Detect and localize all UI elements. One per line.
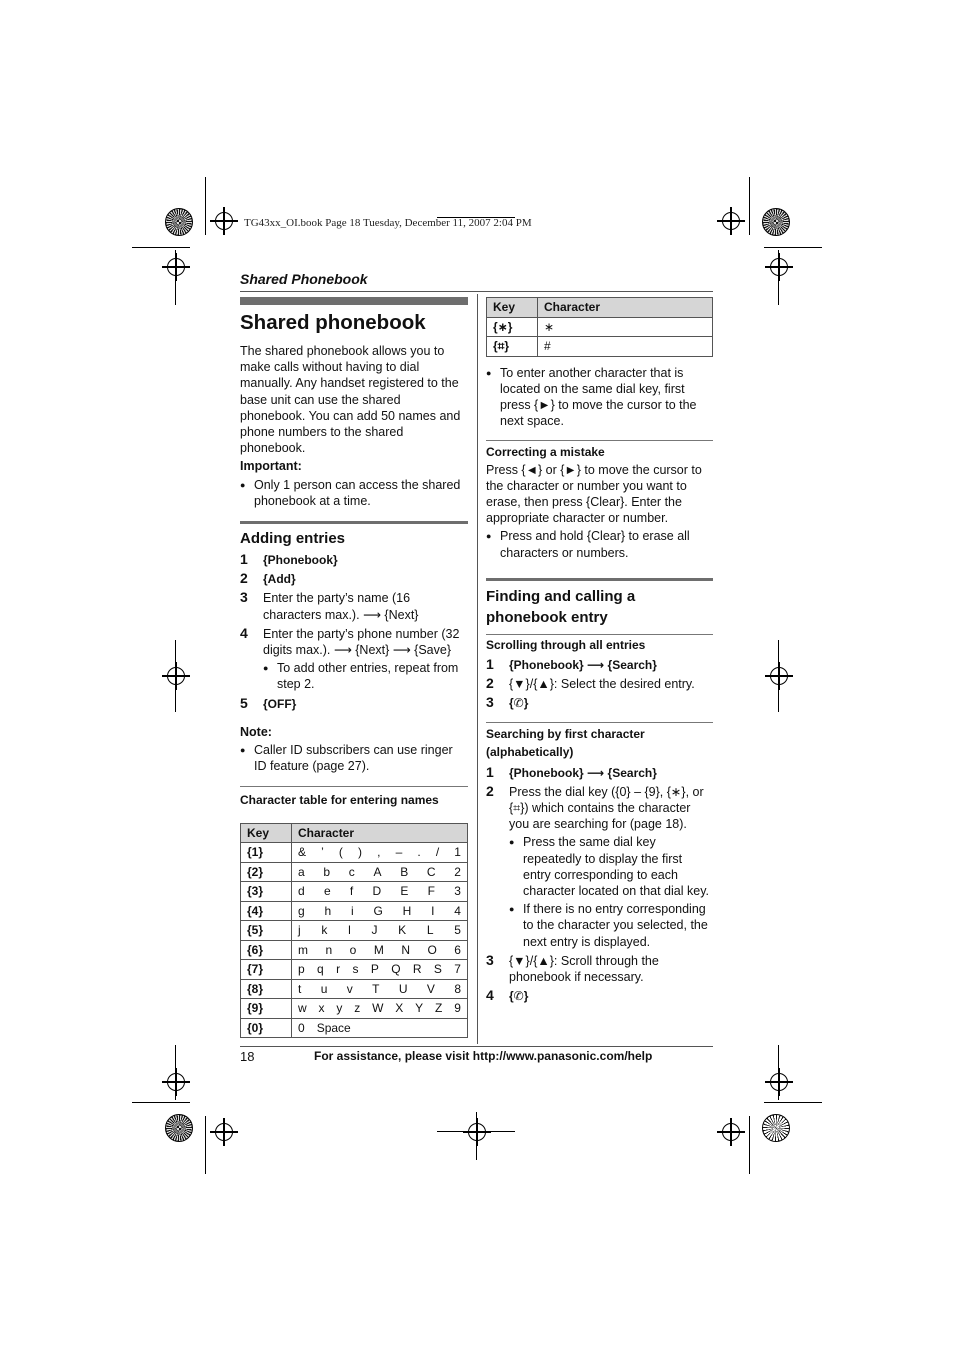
character-cell: ∗ bbox=[538, 317, 713, 337]
character-glyph: e bbox=[323, 884, 331, 899]
character-glyph: t bbox=[298, 981, 302, 996]
column-header-key: Key bbox=[487, 298, 538, 318]
step-text: {OFF} bbox=[263, 696, 297, 711]
key-cell: {9} bbox=[241, 999, 292, 1019]
character-glyph: ) bbox=[358, 845, 363, 860]
table-row bbox=[241, 960, 468, 980]
search-heading: Searching by first character (alphabetically) bbox=[486, 726, 645, 759]
step-number: 2 bbox=[486, 675, 494, 692]
step-text: {Phonebook} bbox=[263, 553, 338, 568]
character-glyph: q bbox=[317, 962, 324, 977]
character-glyph: p bbox=[298, 962, 305, 977]
character-glyph: W bbox=[372, 1001, 384, 1016]
character-glyph: S bbox=[433, 962, 442, 977]
character-glyph: z bbox=[354, 1001, 361, 1016]
character-glyph: V bbox=[426, 981, 435, 996]
step-text: Press the dial key ({0} – {9}, {∗}, or {⌗}) which contains the character you are searching for (page 18). bbox=[509, 784, 704, 832]
step-text: {▼}/{▲}: Select the desired entry. bbox=[509, 677, 695, 692]
search-step bbox=[486, 988, 713, 1004]
character-glyph: & bbox=[298, 845, 307, 860]
character-glyph: 6 bbox=[454, 942, 461, 957]
step-text: {Phonebook} ⟶ {Search} bbox=[509, 657, 657, 672]
adding-step bbox=[240, 590, 468, 622]
section-rule bbox=[240, 521, 468, 524]
character-glyph: w bbox=[298, 1001, 307, 1016]
correcting-bullet: ● Press and hold {Clear} to erase all characters or numbers. bbox=[486, 528, 713, 560]
character-glyph: G bbox=[373, 903, 383, 918]
registration-mark-icon bbox=[770, 1073, 788, 1091]
important-label: Important: bbox=[240, 459, 302, 474]
character-glyph: A bbox=[373, 864, 382, 879]
step-text: Enter the party’s phone number (32 digits max.). ⟶ {Next} ⟶ {Save} bbox=[263, 626, 460, 658]
key-cell: {8} bbox=[241, 979, 292, 999]
file-header: TG43xx_OI.book Page 18 Tuesday, December 11, 2007 2:04 PM bbox=[244, 217, 532, 229]
character-table bbox=[240, 823, 468, 1039]
adding-heading: Adding entries bbox=[240, 530, 346, 548]
table-row bbox=[241, 999, 468, 1019]
table-row bbox=[241, 921, 468, 941]
character-glyph: 8 bbox=[454, 981, 461, 996]
character-glyph: 9 bbox=[454, 1001, 461, 1016]
character-cell bbox=[292, 901, 468, 921]
character-glyph: Space bbox=[316, 1020, 351, 1035]
character-glyph: J bbox=[371, 923, 378, 938]
character-glyph: / bbox=[435, 845, 440, 860]
key-cell: {4} bbox=[241, 901, 292, 921]
scrolling-step bbox=[486, 657, 713, 673]
adding-step bbox=[240, 626, 468, 658]
character-cell bbox=[292, 882, 468, 902]
character-glyph: 1 bbox=[454, 845, 461, 860]
character-glyph: a bbox=[298, 864, 305, 879]
character-cell bbox=[292, 940, 468, 960]
character-glyph: 2 bbox=[454, 864, 461, 879]
correcting-text: Press {◄} or {►} to move the cursor to the character or number you want to erase, then press {Clear}. Enter the appropriate character or number. bbox=[486, 462, 702, 526]
step-number: 2 bbox=[240, 570, 248, 587]
character-glyph: – bbox=[395, 845, 403, 860]
left-column bbox=[240, 297, 468, 1038]
registration-mark-icon bbox=[215, 1123, 233, 1141]
character-glyph: d bbox=[298, 884, 305, 899]
section-rule bbox=[486, 578, 713, 581]
character-glyph: F bbox=[427, 884, 435, 899]
key-cell: {∗} bbox=[487, 317, 538, 337]
character-glyph: k bbox=[321, 923, 328, 938]
header-rule bbox=[240, 291, 713, 292]
column-header-character: Character bbox=[292, 823, 468, 843]
key-cell: {7} bbox=[241, 960, 292, 980]
character-glyph: m bbox=[298, 942, 308, 957]
character-glyph: H bbox=[402, 903, 412, 918]
registration-mark-icon bbox=[770, 258, 788, 276]
character-glyph: E bbox=[400, 884, 409, 899]
character-glyph: R bbox=[412, 962, 422, 977]
step-number: 3 bbox=[486, 694, 494, 711]
character-glyph: P bbox=[370, 962, 379, 977]
character-glyph: h bbox=[324, 903, 332, 918]
character-glyph: l bbox=[348, 923, 351, 938]
character-glyph: o bbox=[349, 942, 357, 957]
step-number: 1 bbox=[486, 763, 494, 780]
character-glyph: 4 bbox=[454, 903, 461, 918]
character-glyph: . bbox=[417, 845, 421, 860]
search-step2-bullet: ● Press the same dial key repeatedly to display the first entry corresponding to each character located on that dial key. bbox=[509, 834, 713, 899]
page-title: Shared phonebook bbox=[240, 311, 426, 334]
scrolling-step bbox=[486, 676, 713, 692]
step-text: {▼}/{▲}: Scroll through the phonebook if necessary. bbox=[509, 953, 659, 984]
title-bar bbox=[240, 297, 468, 305]
talk-key-icon: {✆} bbox=[509, 696, 529, 711]
adding-step bbox=[240, 552, 468, 568]
key-cell: {1} bbox=[241, 843, 292, 863]
step-number: 3 bbox=[240, 589, 248, 606]
table-row bbox=[487, 337, 713, 357]
section-header: Shared Phonebook bbox=[240, 271, 368, 287]
key-cell: {3} bbox=[241, 882, 292, 902]
character-glyph: 7 bbox=[454, 962, 461, 977]
character-glyph: , bbox=[377, 845, 381, 860]
character-cell bbox=[292, 862, 468, 882]
page-number: 18 bbox=[240, 1049, 255, 1064]
adding-step bbox=[240, 696, 468, 712]
character-glyph: U bbox=[398, 981, 408, 996]
registration-mark-icon bbox=[468, 1123, 486, 1141]
character-cell bbox=[292, 979, 468, 999]
character-glyph: M bbox=[373, 942, 384, 957]
step-number: 2 bbox=[486, 782, 494, 799]
character-glyph: s bbox=[352, 962, 359, 977]
char-table-heading: Character table for entering names bbox=[240, 793, 439, 808]
character-glyph: K bbox=[398, 923, 407, 938]
character-cell bbox=[292, 999, 468, 1019]
character-glyph: u bbox=[320, 981, 328, 996]
character-glyph: 5 bbox=[454, 923, 461, 938]
character-glyph: g bbox=[298, 903, 305, 918]
color-target-icon bbox=[762, 1114, 790, 1142]
table-row bbox=[241, 862, 468, 882]
key-cell: {0} bbox=[241, 1018, 292, 1038]
registration-mark-icon bbox=[167, 258, 185, 276]
assistance-text: For assistance, please visit http://www.panasonic.com/help bbox=[314, 1049, 653, 1063]
step-number: 3 bbox=[486, 951, 494, 968]
section-rule bbox=[486, 634, 713, 635]
character-table-body bbox=[241, 843, 468, 1038]
table-row bbox=[241, 940, 468, 960]
symbol-table bbox=[486, 297, 713, 357]
registration-mark-icon bbox=[215, 212, 233, 230]
search-step bbox=[486, 784, 713, 833]
column-header-key: Key bbox=[241, 823, 292, 843]
column-header-character: Character bbox=[538, 298, 713, 318]
step-text: Enter the party’s name (16 characters max.). ⟶ {Next} bbox=[263, 591, 419, 622]
character-cell bbox=[292, 1018, 468, 1038]
search-step bbox=[486, 953, 713, 985]
key-cell: {2} bbox=[241, 862, 292, 882]
table-row bbox=[241, 979, 468, 999]
step-text: {Phonebook} ⟶ {Search} bbox=[509, 765, 657, 780]
talk-key-icon: {✆} bbox=[509, 989, 529, 1004]
correcting-heading: Correcting a mistake bbox=[486, 445, 605, 460]
character-cell bbox=[292, 960, 468, 980]
character-glyph: L bbox=[426, 923, 434, 938]
color-target-icon bbox=[762, 208, 790, 236]
step-number: 4 bbox=[240, 624, 248, 641]
character-cell: # bbox=[538, 337, 713, 357]
note-bullet: ● Caller ID subscribers can use ringer ID feature (page 27). bbox=[240, 742, 468, 774]
finding-heading: Finding and calling a phonebook entry bbox=[486, 587, 636, 626]
footer-rule bbox=[240, 1046, 713, 1047]
character-glyph: Q bbox=[391, 962, 401, 977]
scrolling-step bbox=[486, 695, 713, 711]
character-glyph: ( bbox=[338, 845, 343, 860]
character-cell bbox=[292, 843, 468, 863]
character-glyph: i bbox=[351, 903, 354, 918]
character-glyph: C bbox=[426, 864, 436, 879]
registration-mark-icon bbox=[770, 667, 788, 685]
table-row bbox=[487, 317, 713, 337]
character-glyph: n bbox=[325, 942, 333, 957]
table-row bbox=[241, 882, 468, 902]
section-rule bbox=[240, 786, 468, 787]
note-label: Note: bbox=[240, 724, 272, 739]
step-text: {Add} bbox=[263, 572, 296, 587]
character-glyph: c bbox=[348, 864, 355, 879]
character-glyph: j bbox=[298, 923, 301, 938]
registration-mark-icon bbox=[722, 212, 740, 230]
character-glyph: O bbox=[427, 942, 437, 957]
key-cell: {5} bbox=[241, 921, 292, 941]
color-target-icon bbox=[165, 1114, 193, 1142]
character-glyph: Y bbox=[415, 1001, 424, 1016]
registration-mark-icon bbox=[167, 667, 185, 685]
table-row bbox=[241, 843, 468, 863]
registration-mark-icon bbox=[167, 1073, 185, 1091]
search-step bbox=[486, 765, 713, 781]
table-row bbox=[241, 1018, 468, 1038]
character-glyph: 0 bbox=[298, 1020, 305, 1035]
character-glyph: y bbox=[336, 1001, 343, 1016]
character-glyph: ’ bbox=[321, 845, 324, 860]
character-glyph: D bbox=[372, 884, 382, 899]
character-glyph: X bbox=[395, 1001, 404, 1016]
column-divider bbox=[477, 294, 478, 1044]
character-glyph: Z bbox=[435, 1001, 443, 1016]
scrolling-heading: Scrolling through all entries bbox=[486, 637, 646, 652]
section-rule bbox=[486, 440, 713, 441]
step-number: 1 bbox=[486, 655, 494, 672]
character-glyph: f bbox=[349, 884, 354, 899]
step4-bullet: ● To add other entries, repeat from step 2. bbox=[263, 660, 468, 692]
registration-mark-icon bbox=[722, 1123, 740, 1141]
another-char-bullet: ● To enter another character that is located on the same dial key, first press {►} to move the cursor to the next space. bbox=[486, 365, 713, 430]
character-cell bbox=[292, 921, 468, 941]
character-glyph: T bbox=[372, 981, 380, 996]
character-glyph: 3 bbox=[454, 884, 461, 899]
key-cell: {6} bbox=[241, 940, 292, 960]
key-cell: {⌗} bbox=[487, 337, 538, 357]
section-rule bbox=[486, 722, 713, 723]
search-step2-bullet: ● If there is no entry corresponding to the character you selected, the next entry is displayed. bbox=[509, 901, 713, 950]
right-column bbox=[486, 297, 713, 1004]
character-glyph: I bbox=[431, 903, 435, 918]
character-glyph: r bbox=[336, 962, 341, 977]
color-target-icon bbox=[165, 208, 193, 236]
table-row bbox=[241, 901, 468, 921]
character-glyph: N bbox=[401, 942, 410, 957]
adding-step bbox=[240, 571, 468, 587]
character-glyph: x bbox=[318, 1001, 325, 1016]
character-glyph: b bbox=[323, 864, 331, 879]
step-number: 4 bbox=[486, 987, 494, 1004]
intro-text: The shared phonebook allows you to make calls without having to dial manually. Any handset registered to the base unit can use the shared phonebook. You can add 50 names and phone numbers to the shared phonebook. bbox=[240, 344, 461, 456]
step-number: 5 bbox=[240, 694, 248, 711]
important-bullet: ● Only 1 person can access the shared phonebook at a time. bbox=[240, 477, 468, 509]
character-glyph: v bbox=[346, 981, 353, 996]
step-number: 1 bbox=[240, 551, 248, 568]
character-glyph: B bbox=[400, 864, 409, 879]
